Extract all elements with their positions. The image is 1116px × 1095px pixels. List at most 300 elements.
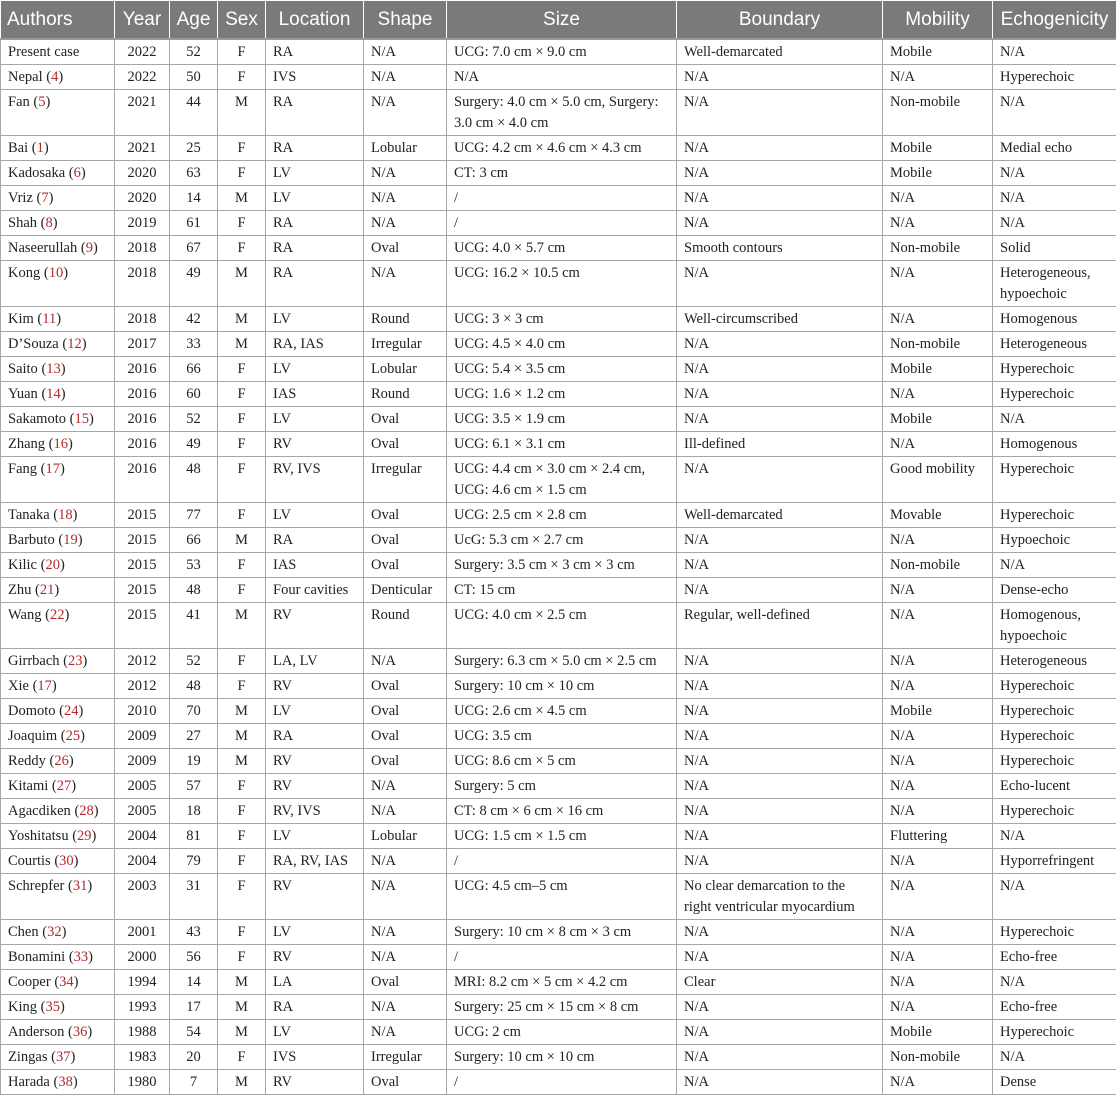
size-cell: UCG: 4.5 cm–5 cm — [447, 874, 677, 920]
shape-cell: N/A — [364, 774, 447, 799]
ref-link[interactable]: 24 — [64, 703, 79, 719]
year-cell: 2010 — [115, 699, 170, 724]
age-cell: 49 — [170, 432, 218, 457]
age-cell: 50 — [170, 65, 218, 90]
ref-link[interactable]: 12 — [67, 336, 82, 352]
sex-cell: M — [218, 307, 266, 332]
author-name: Harada — [8, 1074, 50, 1090]
boundary-cell: N/A — [677, 1070, 883, 1095]
boundary-cell: Well-circumscribed — [677, 307, 883, 332]
age-cell: 14 — [170, 186, 218, 211]
shape-cell: Oval — [364, 1070, 447, 1095]
mobility-cell: N/A — [883, 211, 993, 236]
echogenicity-cell: Echo-lucent — [993, 774, 1116, 799]
boundary-cell: N/A — [677, 578, 883, 603]
size-cell: UcG: 5.3 cm × 2.7 cm — [447, 528, 677, 553]
mobility-cell: Non-mobile — [883, 553, 993, 578]
age-cell: 27 — [170, 724, 218, 749]
author-name: Reddy — [8, 753, 46, 769]
year-cell: 2022 — [115, 65, 170, 90]
ref-link[interactable]: 8 — [45, 215, 52, 231]
boundary-cell: N/A — [677, 332, 883, 357]
table-row — [1, 90, 1116, 136]
shape-cell: N/A — [364, 849, 447, 874]
location-cell: RV — [266, 674, 364, 699]
sex-cell: F — [218, 1045, 266, 1070]
echogenicity-cell: Hyporrefringent — [993, 849, 1116, 874]
author-cell — [1, 357, 115, 382]
ref-citation: (4) — [43, 69, 64, 85]
age-cell: 25 — [170, 136, 218, 161]
echogenicity-cell: Echo-free — [993, 995, 1116, 1020]
ref-link[interactable]: 11 — [42, 311, 56, 327]
echogenicity-cell: N/A — [993, 553, 1116, 578]
sex-cell: F — [218, 774, 266, 799]
mobility-cell: N/A — [883, 432, 993, 457]
location-cell: RA — [266, 211, 364, 236]
ref-citation: (38) — [50, 1074, 78, 1090]
location-cell: IVS — [266, 65, 364, 90]
year-cell: 2018 — [115, 307, 170, 332]
boundary-cell: N/A — [677, 211, 883, 236]
location-cell: RA — [266, 528, 364, 553]
age-cell: 41 — [170, 603, 218, 649]
boundary-cell: Smooth contours — [677, 236, 883, 261]
table-row — [1, 749, 1116, 774]
echogenicity-cell: Heterogeneous — [993, 332, 1116, 357]
sex-cell: M — [218, 90, 266, 136]
location-cell: RA — [266, 90, 364, 136]
sex-cell: M — [218, 1020, 266, 1045]
author-name: Barbuto — [8, 532, 55, 548]
table-row — [1, 920, 1116, 945]
table-row — [1, 674, 1116, 699]
ref-link[interactable]: 31 — [73, 878, 88, 894]
ref-link[interactable]: 29 — [77, 828, 92, 844]
echogenicity-cell: N/A — [993, 1045, 1116, 1070]
table-row — [1, 307, 1116, 332]
sex-cell: F — [218, 236, 266, 261]
ref-link[interactable]: 27 — [57, 778, 72, 794]
location-cell: RA — [266, 724, 364, 749]
location-cell: IVS — [266, 1045, 364, 1070]
author-cell — [1, 824, 115, 849]
location-cell: RV — [266, 774, 364, 799]
age-cell: 63 — [170, 161, 218, 186]
year-cell: 2004 — [115, 824, 170, 849]
author-cell — [1, 699, 115, 724]
ref-link[interactable]: 17 — [45, 461, 60, 477]
echogenicity-cell: Hyperechoic — [993, 799, 1116, 824]
author-cell — [1, 90, 115, 136]
ref-citation: (20) — [37, 557, 65, 573]
ref-citation: (6) — [65, 165, 86, 181]
boundary-cell: N/A — [677, 161, 883, 186]
author-cell — [1, 799, 115, 824]
author-name: Kitami — [8, 778, 48, 794]
shape-cell: Oval — [364, 407, 447, 432]
size-cell: UCG: 2 cm — [447, 1020, 677, 1045]
location-cell: RV — [266, 432, 364, 457]
sex-cell: F — [218, 136, 266, 161]
table-row — [1, 457, 1116, 503]
table-row — [1, 211, 1116, 236]
ref-link[interactable]: 28 — [79, 803, 94, 819]
size-cell: / — [447, 945, 677, 970]
ref-citation: (17) — [29, 678, 57, 694]
author-name: Zhu — [8, 582, 31, 598]
size-cell: / — [447, 186, 677, 211]
author-cell — [1, 261, 115, 307]
echogenicity-cell: Homogenous — [993, 432, 1116, 457]
sex-cell: F — [218, 457, 266, 503]
ref-link[interactable]: 21 — [40, 582, 55, 598]
table-row — [1, 578, 1116, 603]
year-cell: 2001 — [115, 920, 170, 945]
author-name: Fang — [8, 461, 37, 477]
location-cell: RA — [266, 236, 364, 261]
location-cell: LV — [266, 1020, 364, 1045]
ref-link[interactable]: 26 — [54, 753, 69, 769]
size-cell: MRI: 8.2 cm × 5 cm × 4.2 cm — [447, 970, 677, 995]
col-header-sex: Sex — [218, 1, 266, 40]
echogenicity-cell: Hyperechoic — [993, 382, 1116, 407]
ref-link[interactable]: 37 — [56, 1049, 71, 1065]
table-row — [1, 432, 1116, 457]
location-cell: RV — [266, 749, 364, 774]
mobility-cell: N/A — [883, 578, 993, 603]
boundary-cell: Ill-defined — [677, 432, 883, 457]
author-cell — [1, 161, 115, 186]
author-cell — [1, 920, 115, 945]
shape-cell: Oval — [364, 432, 447, 457]
mobility-cell: N/A — [883, 674, 993, 699]
ref-link[interactable]: 30 — [59, 853, 74, 869]
mobility-cell: Non-mobile — [883, 1045, 993, 1070]
mobility-cell: N/A — [883, 849, 993, 874]
ref-link[interactable]: 20 — [45, 557, 60, 573]
sex-cell: M — [218, 261, 266, 307]
year-cell: 2018 — [115, 236, 170, 261]
boundary-cell: N/A — [677, 65, 883, 90]
ref-link[interactable]: 33 — [74, 949, 89, 965]
year-cell: 2004 — [115, 849, 170, 874]
shape-cell: Oval — [364, 970, 447, 995]
col-header-age: Age — [170, 1, 218, 40]
location-cell: LV — [266, 307, 364, 332]
shape-cell: Round — [364, 307, 447, 332]
location-cell: LV — [266, 186, 364, 211]
author-cell — [1, 970, 115, 995]
author-cell — [1, 186, 115, 211]
ref-link[interactable]: 22 — [50, 607, 65, 623]
sex-cell: F — [218, 161, 266, 186]
echogenicity-cell: Solid — [993, 236, 1116, 261]
year-cell: 2021 — [115, 90, 170, 136]
size-cell: UCG: 1.6 × 1.2 cm — [447, 382, 677, 407]
mobility-cell: N/A — [883, 603, 993, 649]
table-row — [1, 699, 1116, 724]
author-cell — [1, 211, 115, 236]
age-cell: 70 — [170, 699, 218, 724]
sex-cell: F — [218, 920, 266, 945]
year-cell: 2015 — [115, 578, 170, 603]
size-cell: UCG: 2.6 cm × 4.5 cm — [447, 699, 677, 724]
author-name: Shah — [8, 215, 37, 231]
table-row — [1, 1045, 1116, 1070]
ref-citation: (5) — [30, 94, 51, 110]
ref-citation: (26) — [46, 753, 74, 769]
shape-cell: N/A — [364, 874, 447, 920]
age-cell: 52 — [170, 39, 218, 65]
sex-cell: M — [218, 603, 266, 649]
sex-cell: F — [218, 553, 266, 578]
mobility-cell: N/A — [883, 874, 993, 920]
sex-cell: M — [218, 995, 266, 1020]
author-name: Domoto — [8, 703, 56, 719]
mobility-cell: N/A — [883, 65, 993, 90]
author-cell — [1, 1045, 115, 1070]
boundary-cell: N/A — [677, 799, 883, 824]
ref-link[interactable]: 32 — [47, 924, 62, 940]
echogenicity-cell: N/A — [993, 874, 1116, 920]
sex-cell: M — [218, 724, 266, 749]
echogenicity-cell: N/A — [993, 39, 1116, 65]
mobility-cell: Mobile — [883, 1020, 993, 1045]
shape-cell: Lobular — [364, 824, 447, 849]
location-cell: LV — [266, 503, 364, 528]
shape-cell: Denticular — [364, 578, 447, 603]
ref-link[interactable]: 10 — [49, 265, 64, 281]
boundary-cell: N/A — [677, 674, 883, 699]
age-cell: 17 — [170, 995, 218, 1020]
year-cell: 2012 — [115, 674, 170, 699]
author-name: King — [8, 999, 37, 1015]
sex-cell: F — [218, 357, 266, 382]
mobility-cell: Non-mobile — [883, 332, 993, 357]
mobility-cell: Mobile — [883, 407, 993, 432]
ref-link[interactable]: 5 — [38, 94, 45, 110]
mobility-cell: Mobile — [883, 39, 993, 65]
mobility-cell: Mobile — [883, 699, 993, 724]
col-header-authors: Authors — [1, 1, 115, 40]
year-cell: 2009 — [115, 724, 170, 749]
mobility-cell: N/A — [883, 186, 993, 211]
ref-link[interactable]: 16 — [54, 436, 69, 452]
year-cell: 2012 — [115, 649, 170, 674]
year-cell: 1980 — [115, 1070, 170, 1095]
boundary-cell: N/A — [677, 357, 883, 382]
boundary-cell: Clear — [677, 970, 883, 995]
year-cell: 2016 — [115, 357, 170, 382]
ref-citation: (28) — [71, 803, 99, 819]
author-name: Tanaka — [8, 507, 50, 523]
size-cell: UCG: 2.5 cm × 2.8 cm — [447, 503, 677, 528]
ref-link[interactable]: 23 — [68, 653, 83, 669]
size-cell: Surgery: 10 cm × 8 cm × 3 cm — [447, 920, 677, 945]
author-name: Naseerullah — [8, 240, 77, 256]
table-row — [1, 874, 1116, 920]
ref-link[interactable]: 13 — [46, 361, 61, 377]
location-cell: LA — [266, 970, 364, 995]
mobility-cell: N/A — [883, 945, 993, 970]
ref-link[interactable]: 18 — [58, 507, 73, 523]
sex-cell: F — [218, 824, 266, 849]
size-cell: UCG: 16.2 × 10.5 cm — [447, 261, 677, 307]
table-row — [1, 186, 1116, 211]
age-cell: 52 — [170, 649, 218, 674]
sex-cell: M — [218, 1070, 266, 1095]
col-header-location: Location — [266, 1, 364, 40]
location-cell: RA — [266, 261, 364, 307]
author-name: Bonamini — [8, 949, 65, 965]
year-cell: 2018 — [115, 261, 170, 307]
author-cell — [1, 136, 115, 161]
shape-cell: Oval — [364, 674, 447, 699]
ref-citation: (37) — [47, 1049, 75, 1065]
year-cell: 2003 — [115, 874, 170, 920]
ref-link[interactable]: 38 — [58, 1074, 73, 1090]
echogenicity-cell: N/A — [993, 161, 1116, 186]
author-name: Xie — [8, 678, 29, 694]
size-cell: UCG: 4.0 cm × 2.5 cm — [447, 603, 677, 649]
ref-citation: (13) — [38, 361, 66, 377]
ref-link[interactable]: 25 — [66, 728, 81, 744]
age-cell: 54 — [170, 1020, 218, 1045]
ref-citation: (15) — [66, 411, 94, 427]
boundary-cell: N/A — [677, 261, 883, 307]
boundary-cell: N/A — [677, 995, 883, 1020]
shape-cell: N/A — [364, 799, 447, 824]
echogenicity-cell: Homogenous — [993, 307, 1116, 332]
ref-link[interactable]: 15 — [74, 411, 89, 427]
age-cell: 56 — [170, 945, 218, 970]
shape-cell: Lobular — [364, 136, 447, 161]
ref-link[interactable]: 6 — [74, 165, 81, 181]
table-body — [1, 39, 1116, 1095]
ref-citation: (12) — [59, 336, 87, 352]
col-header-mobility: Mobility — [883, 1, 993, 40]
table-row — [1, 39, 1116, 65]
year-cell: 2000 — [115, 945, 170, 970]
table-row — [1, 849, 1116, 874]
ref-link[interactable]: 4 — [51, 69, 58, 85]
year-cell: 2005 — [115, 774, 170, 799]
author-name: Kadosaka — [8, 165, 65, 181]
size-cell: CT: 15 cm — [447, 578, 677, 603]
sex-cell: M — [218, 699, 266, 724]
ref-link[interactable]: 1 — [37, 140, 44, 156]
boundary-cell: N/A — [677, 1045, 883, 1070]
shape-cell: Oval — [364, 749, 447, 774]
shape-cell: N/A — [364, 211, 447, 236]
table-row — [1, 1020, 1116, 1045]
size-cell: Surgery: 5 cm — [447, 774, 677, 799]
author-name: Fan — [8, 94, 30, 110]
shape-cell: N/A — [364, 995, 447, 1020]
shape-cell: Oval — [364, 699, 447, 724]
sex-cell: F — [218, 382, 266, 407]
shape-cell: N/A — [364, 161, 447, 186]
author-cell — [1, 407, 115, 432]
author-name: Kong — [8, 265, 40, 281]
sex-cell: M — [218, 749, 266, 774]
year-cell: 2021 — [115, 136, 170, 161]
author-name: Courtis — [8, 853, 51, 869]
location-cell: LV — [266, 920, 364, 945]
age-cell: 53 — [170, 553, 218, 578]
mobility-cell: N/A — [883, 261, 993, 307]
size-cell: UCG: 5.4 × 3.5 cm — [447, 357, 677, 382]
ref-link[interactable]: 36 — [73, 1024, 88, 1040]
echogenicity-cell: Hyperechoic — [993, 357, 1116, 382]
echogenicity-cell: Hyperechoic — [993, 457, 1116, 503]
ref-link[interactable]: 17 — [37, 678, 52, 694]
author-cell — [1, 503, 115, 528]
ref-link[interactable]: 19 — [63, 532, 78, 548]
year-cell: 2015 — [115, 553, 170, 578]
year-cell: 2015 — [115, 603, 170, 649]
year-cell: 1988 — [115, 1020, 170, 1045]
location-cell: RA, RV, IAS — [266, 849, 364, 874]
mobility-cell: N/A — [883, 382, 993, 407]
table-row — [1, 136, 1116, 161]
shape-cell: Round — [364, 603, 447, 649]
boundary-cell: N/A — [677, 136, 883, 161]
ref-link[interactable]: 34 — [59, 974, 74, 990]
boundary-cell: N/A — [677, 749, 883, 774]
author-name: Bai — [8, 140, 28, 156]
ref-link[interactable]: 7 — [41, 190, 48, 206]
boundary-cell: N/A — [677, 945, 883, 970]
echogenicity-cell: N/A — [993, 211, 1116, 236]
table-row — [1, 945, 1116, 970]
sex-cell: F — [218, 799, 266, 824]
ref-citation: (31) — [64, 878, 92, 894]
mobility-cell: N/A — [883, 1070, 993, 1095]
sex-cell: F — [218, 65, 266, 90]
author-cell — [1, 457, 115, 503]
age-cell: 31 — [170, 874, 218, 920]
ref-link[interactable]: 35 — [45, 999, 60, 1015]
table-row — [1, 528, 1116, 553]
author-name: Joaquim — [8, 728, 57, 744]
year-cell: 2016 — [115, 432, 170, 457]
col-header-size: Size — [447, 1, 677, 40]
age-cell: 66 — [170, 357, 218, 382]
author-name: Yoshitatsu — [8, 828, 69, 844]
ref-link[interactable]: 14 — [46, 386, 61, 402]
boundary-cell: N/A — [677, 407, 883, 432]
boundary-cell: N/A — [677, 699, 883, 724]
boundary-cell: Regular, well-defined — [677, 603, 883, 649]
age-cell: 48 — [170, 578, 218, 603]
ref-link[interactable]: 9 — [86, 240, 93, 256]
echogenicity-cell: N/A — [993, 824, 1116, 849]
boundary-cell: N/A — [677, 186, 883, 211]
boundary-cell: N/A — [677, 724, 883, 749]
table-header-row — [1, 1, 1116, 40]
author-cell — [1, 1020, 115, 1045]
author-name: Present case — [8, 44, 79, 60]
mobility-cell: N/A — [883, 995, 993, 1020]
ref-citation: (21) — [31, 582, 59, 598]
shape-cell: Round — [364, 382, 447, 407]
table-row — [1, 774, 1116, 799]
age-cell: 77 — [170, 503, 218, 528]
mobility-cell: N/A — [883, 970, 993, 995]
shape-cell: Oval — [364, 503, 447, 528]
